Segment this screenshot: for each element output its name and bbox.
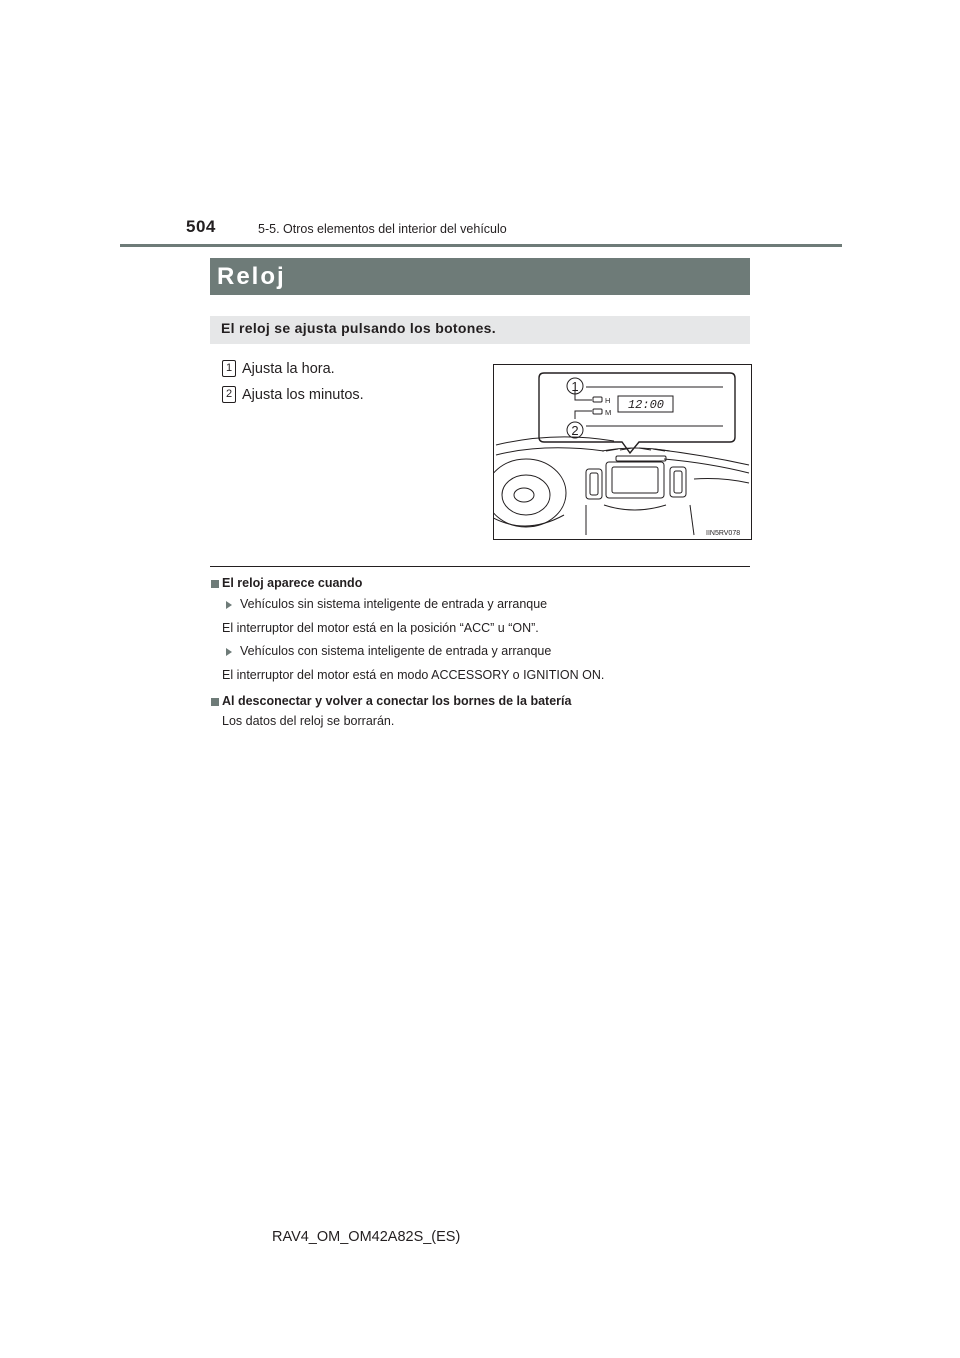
section-banner: [210, 258, 750, 295]
button-m-label: M: [605, 408, 612, 417]
note-1-text-2: El interruptor del motor está en modo ACCESSORY o IGNITION ON.: [222, 668, 605, 682]
dashboard-illustration: [493, 364, 752, 540]
callout-1-label: 1: [571, 379, 579, 394]
document-code: RAV4_OM_OM42A82S_(ES): [272, 1229, 461, 1245]
triangle-bullet-icon: [226, 648, 232, 656]
note-2-text: Los datos del reloj se borrarán.: [222, 714, 395, 728]
note-1-heading: El reloj aparece cuando: [222, 576, 363, 590]
lead-text: El reloj se ajusta pulsando los botones.: [221, 320, 496, 336]
note-1-text-1: El interruptor del motor está en la posición “ACC” u “ON”.: [222, 621, 539, 635]
breadcrumb: 5-5. Otros elementos del interior del vehículo: [258, 222, 507, 236]
clock-display-time: 12:00: [627, 398, 665, 412]
callout-2-label: 2: [571, 423, 579, 438]
section-title: Reloj: [217, 263, 286, 290]
section-divider: [210, 566, 750, 567]
step-2-badge: 2: [222, 386, 236, 403]
note-1-condition-2: Vehículos con sistema inteligente de entrada y arranque: [240, 644, 552, 658]
note-1-condition-1: Vehículos sin sistema inteligente de entrada y arranque: [240, 597, 548, 611]
step-1-text: Ajusta la hora.: [242, 361, 335, 377]
button-h-label: H: [605, 396, 611, 405]
square-bullet-icon: [211, 698, 219, 706]
step-1-badge: 1: [222, 360, 236, 377]
step-2-text: Ajusta los minutos.: [242, 387, 364, 403]
header-rule: [120, 244, 842, 247]
page-number: 504: [186, 217, 216, 236]
note-2-heading: Al desconectar y volver a conectar los bornes de la batería: [222, 694, 572, 708]
triangle-bullet-icon: [226, 601, 232, 609]
square-bullet-icon: [211, 580, 219, 588]
image-code: IIN5RV078: [706, 530, 741, 537]
